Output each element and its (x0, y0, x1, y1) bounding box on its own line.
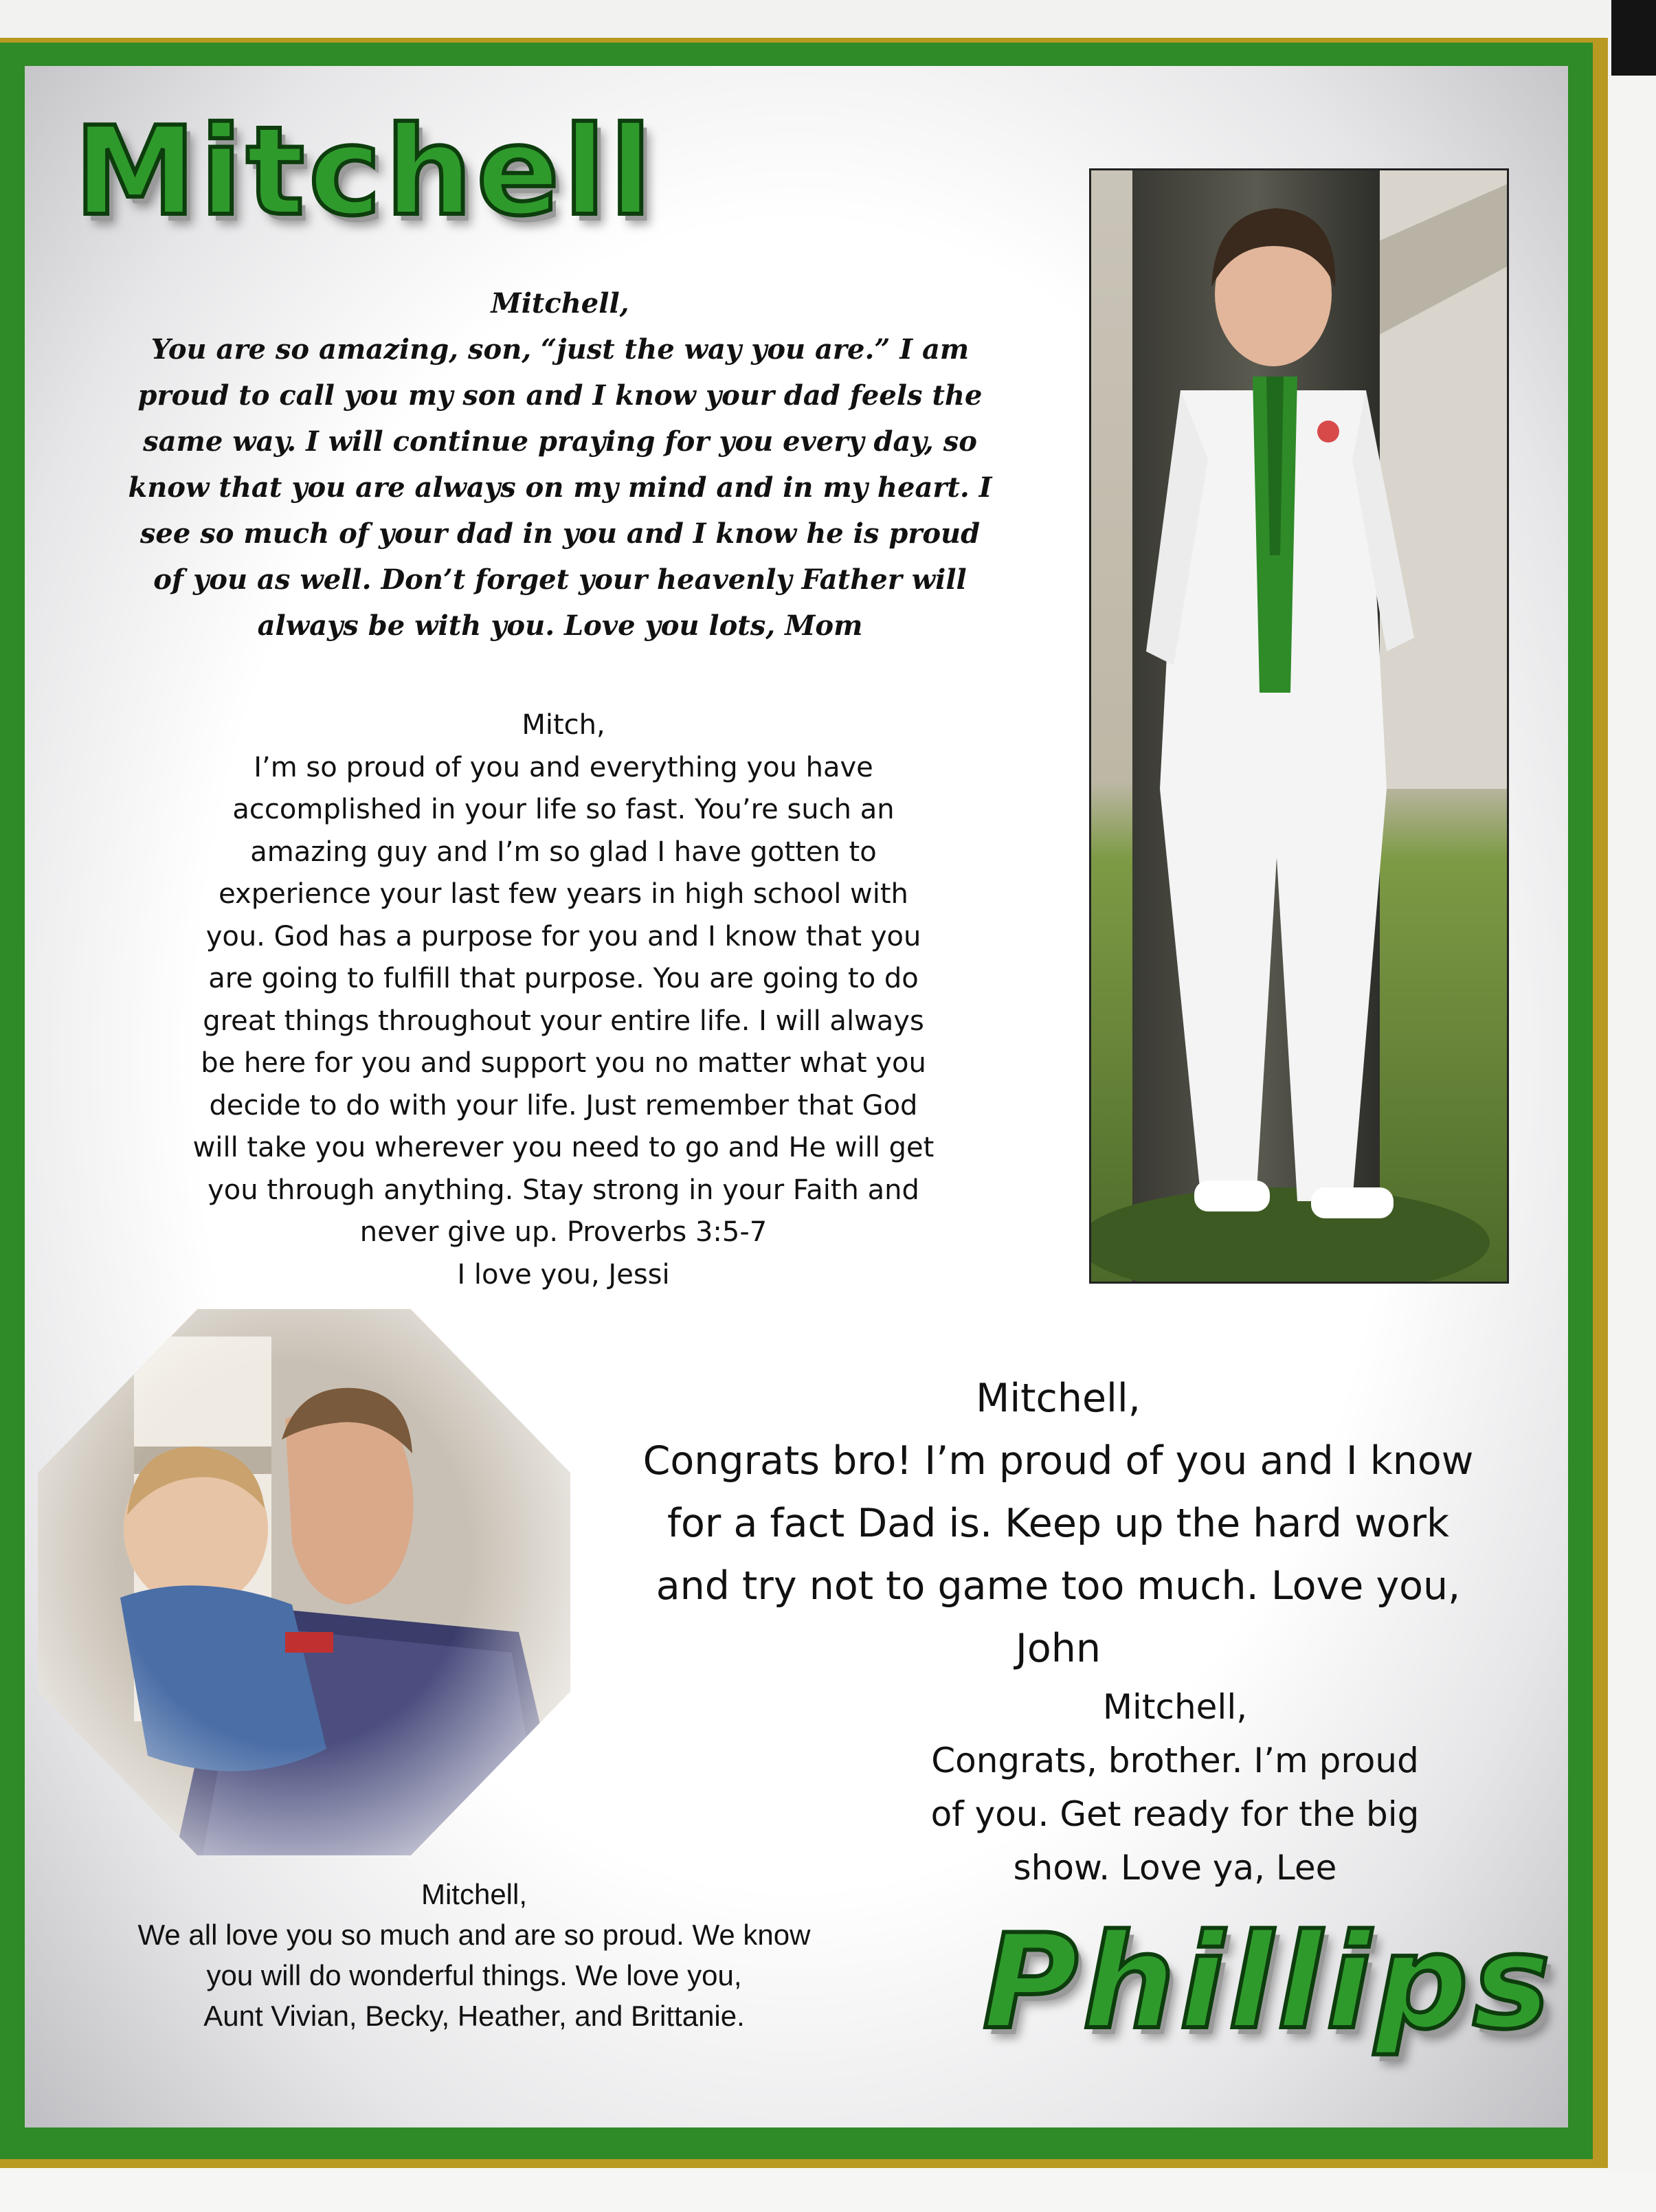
john-message-line: John (1016, 1626, 1101, 1671)
prom-photo-illustration (1091, 170, 1507, 1282)
jessi-message-line: decide to do with your life. Just remember that God (209, 1089, 918, 1121)
mom-message-line: of you as well. Don’t forget your heavenly Father will (153, 563, 967, 596)
mom-message-line: You are so amazing, son, “just the way you are.” I am (150, 333, 970, 366)
scan-corner-shadow (1611, 0, 1656, 76)
lee-message (831, 1680, 1519, 1895)
lee-message-line: of you. Get ready for the big (930, 1794, 1420, 1834)
jessi-message-line: accomplished in your life so fast. You’re such an (232, 794, 895, 825)
jessi-message-line: I’m so proud of you and everything you have (254, 751, 873, 783)
lee-message-line: Congrats, brother. I’m proud (931, 1741, 1419, 1780)
jessi-message-line: will take you wherever you need to go and He will get (192, 1132, 935, 1163)
john-message-line: and try not to game too much. Love you, (656, 1563, 1461, 1609)
father-and-baby-photo (38, 1309, 570, 1855)
jessi-message-line: never give up. Proverbs 3:5-7 (359, 1216, 768, 1248)
jessi-message-line: experience your last few years in high school with (219, 878, 908, 910)
prom-photo (1089, 168, 1509, 1284)
john-message-line: Mitchell, (976, 1376, 1141, 1421)
lee-message-line: show. Love ya, Lee (1013, 1848, 1337, 1888)
aunt-message (103, 1874, 845, 2036)
jessi-message-line: I love you, Jessi (457, 1258, 670, 1291)
mom-message (96, 280, 1024, 649)
mom-message-line: see so much of your dad in you and I know he is proud (139, 517, 981, 550)
jessi-message-line: Mitch, (522, 709, 605, 741)
jessi-message-line: are going to fulfill that purpose. You are going to do (208, 963, 919, 994)
title-first-name: Mitchell (74, 100, 656, 243)
aunt-message-line: Aunt Vivian, Becky, Heather, and Brittanie. (203, 2000, 745, 2032)
john-message-line: for a fact Dad is. Keep up the hard work (667, 1501, 1450, 1546)
aunt-message-line: Mitchell, (421, 1878, 528, 1910)
aunt-message-line: you will do wonderful things. We love you, (206, 1959, 742, 1991)
jessi-message-line: you. God has a purpose for you and I know that you (205, 920, 921, 952)
lee-message-line: Mitchell, (1102, 1687, 1248, 1727)
jessi-message-line: you through anything. Stay strong in your Faith and (208, 1174, 919, 1206)
jessi-message (89, 704, 1038, 1296)
jessi-message-line: be here for you and support you no matter what you (201, 1047, 926, 1079)
john-message (598, 1367, 1519, 1680)
john-message-line: Congrats bro! I’m proud of you and I know (642, 1438, 1474, 1484)
mom-message-line: same way. I will continue praying for you every day, so (143, 425, 977, 458)
mom-message-line: Mitchell, (491, 287, 629, 320)
mom-message-line: always be with you. Love you lots, Mom (257, 610, 863, 642)
scan-bottom-margin (0, 2171, 1656, 2212)
mom-message-line: proud to call you my son and I know your dad feels the (137, 379, 983, 412)
scan-top-margin (0, 0, 1656, 38)
jessi-message-line: amazing guy and I’m so glad I have gotten to (250, 836, 877, 868)
mom-message-line: know that you are always on my mind and in my heart. I (128, 471, 992, 504)
father-and-baby-illustration (38, 1309, 570, 1855)
title-last-name: Phillips (983, 1906, 1555, 2058)
aunt-message-line: We all love you so much and are so proud. We know (137, 1919, 811, 1951)
jessi-message-line: great things throughout your entire life. I will always (203, 1005, 924, 1037)
